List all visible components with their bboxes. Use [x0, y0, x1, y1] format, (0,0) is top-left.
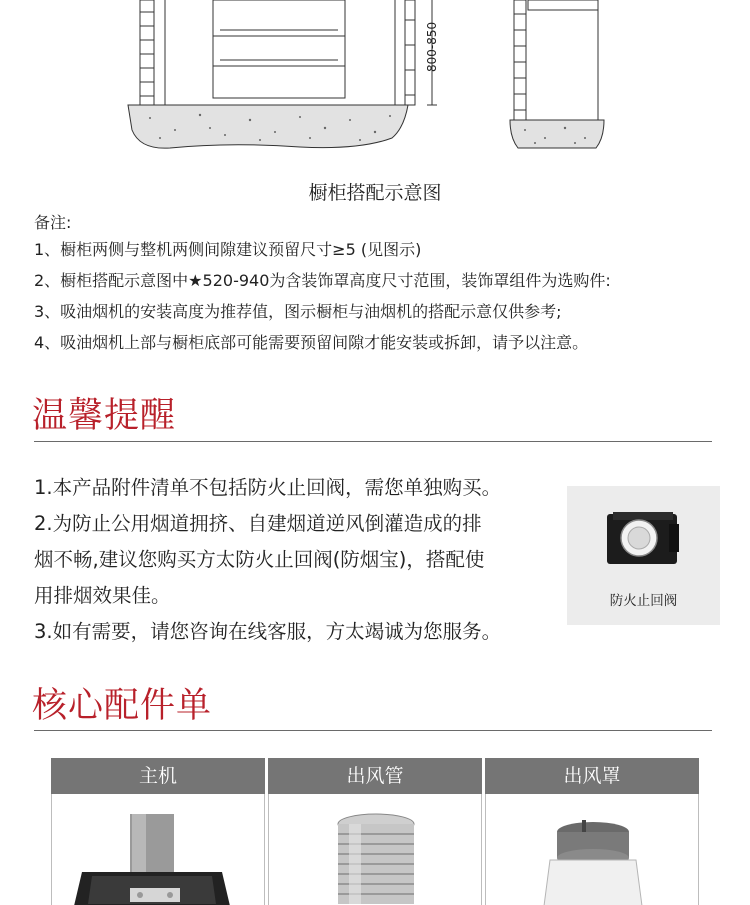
reminder-line: 3.如有需要，请您咨询在线客服，方太竭诚为您服务。: [34, 620, 502, 643]
note-line: 1、橱柜两侧与整机两侧间隙建议预留尺寸≥5 (见图示): [34, 240, 422, 259]
fire-check-valve-label: 防火止回阀: [609, 593, 678, 609]
outlet-cover-cell: [485, 794, 699, 905]
column-header-main-unit: 主机: [51, 758, 265, 794]
exhaust-duct-image: [269, 794, 482, 905]
cabinet-diagram: [0, 0, 750, 170]
note-line: 3、吸油烟机的安装高度为推荐值，图示橱柜与油烟机的搭配示意仅供参考;: [34, 302, 562, 321]
column-header-duct: 出风管: [268, 758, 482, 794]
reminder-line: 用排烟效果佳。: [34, 584, 171, 607]
reminder-line: 1.本产品附件清单不包括防火止回阀，需您单独购买。: [34, 476, 502, 499]
outlet-cover-image: [486, 794, 699, 905]
duct-cell: [268, 794, 482, 905]
notes-section: [34, 212, 744, 358]
note-line: 4、吸油烟机上部与橱柜底部可能需要预留间隙才能安装或拆卸，请予以注意。: [34, 333, 589, 352]
dimension-label: 800-850: [425, 21, 439, 72]
main-unit-cell: [51, 794, 265, 905]
reminder-text: [34, 470, 574, 650]
parts-title: 核心配件单: [32, 686, 213, 726]
reminder-title: 温馨提醒: [32, 396, 177, 436]
range-hood-image: [52, 794, 265, 905]
column-header-outlet-cover: 出风罩: [485, 758, 699, 794]
notes-title: 备注:: [34, 213, 72, 232]
diagram-caption: 橱柜搭配示意图: [308, 182, 442, 204]
parts-table: [51, 758, 699, 905]
fire-check-valve-image: [605, 510, 683, 568]
reminder-line: 2.为防止公用烟道拥挤、自建烟道逆风倒灌造成的排: [34, 512, 482, 535]
reminder-line: 烟不畅,建议您购买方太防火止回阀(防烟宝)，搭配使: [34, 548, 485, 571]
fire-check-valve-card[interactable]: [567, 486, 720, 625]
note-line: 2、橱柜搭配示意图中★520-940为含装饰罩高度尺寸范围，装饰罩组件为选购件:: [34, 271, 611, 290]
section-divider: [34, 730, 712, 731]
section-divider: [34, 441, 712, 442]
cabinet-diagram-drawing: [0, 0, 750, 170]
